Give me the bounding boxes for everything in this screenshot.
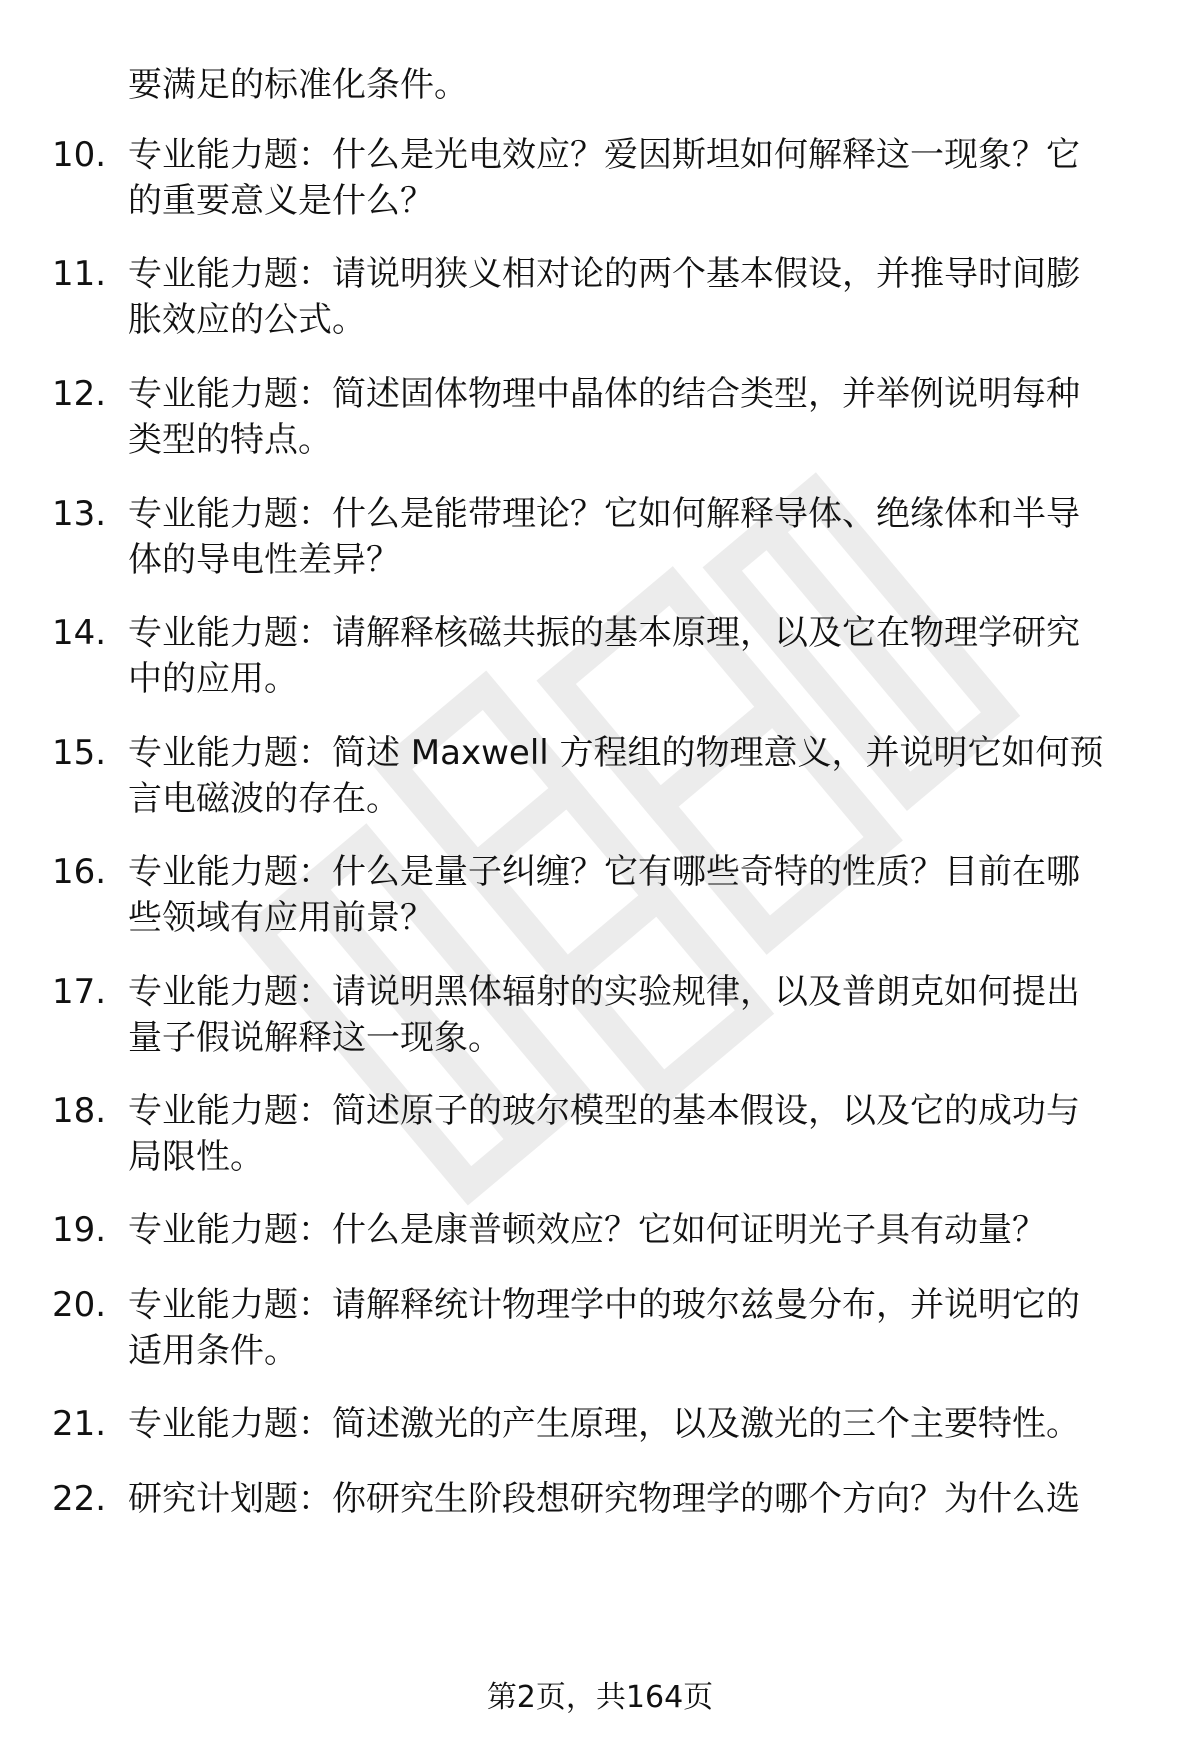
item-number: 19. <box>52 1210 107 1250</box>
item-number: 20. <box>52 1285 107 1325</box>
page-footer: 第2页，共164页 <box>486 1680 714 1715</box>
item-number: 21. <box>52 1404 107 1444</box>
item-number: 12. <box>52 374 107 414</box>
item-text-line-1: 专业能力题：请说明狭义相对论的两个基本假设，并推导时间膨 <box>128 254 1080 294</box>
item-text-line-1: 专业能力题：什么是量子纠缠？它有哪些奇特的性质？目前在哪 <box>128 852 1080 892</box>
item-number: 16. <box>52 852 107 892</box>
item-text-line-1: 专业能力题：什么是光电效应？爱因斯坦如何解释这一现象？它 <box>128 135 1080 175</box>
item-text-line-2: 些领域有应用前景？ <box>128 898 434 938</box>
item-text-line-1: 专业能力题：什么是康普顿效应？它如何证明光子具有动量？ <box>128 1210 1046 1250</box>
item-text-line-1: 专业能力题：请说明黑体辐射的实验规律，以及普朗克如何提出 <box>128 972 1080 1012</box>
item-number: 14. <box>52 613 107 653</box>
item-text-line-1: 专业能力题：简述原子的玻尔模型的基本假设，以及它的成功与 <box>128 1091 1080 1131</box>
item-text-line-2: 适用条件。 <box>128 1331 298 1371</box>
item-text-line-1: 专业能力题：简述激光的产生原理，以及激光的三个主要特性。 <box>128 1404 1080 1444</box>
item-text-line-2: 中的应用。 <box>128 659 298 699</box>
item-number: 15. <box>52 733 107 773</box>
item-text-line-2: 局限性。 <box>128 1137 264 1177</box>
item-text-line-1: 专业能力题：什么是能带理论？它如何解释导体、绝缘体和半导 <box>128 494 1080 534</box>
item-text-line-1: 研究计划题：你研究生阶段想研究物理学的哪个方向？为什么选 <box>128 1479 1080 1519</box>
item-number: 11. <box>52 254 107 294</box>
item-number: 10. <box>52 135 107 175</box>
item-text-line-2: 体的导电性差异？ <box>128 540 400 580</box>
item-text-line-2: 量子假说解释这一现象。 <box>128 1018 502 1058</box>
item-text-line-2: 言电磁波的存在。 <box>128 779 400 819</box>
item-text-line-1: 专业能力题：请解释核磁共振的基本原理，以及它在物理学研究 <box>128 613 1080 653</box>
item-number: 18. <box>52 1091 107 1131</box>
item-text-line-2: 类型的特点。 <box>128 420 332 460</box>
item-text-line-1: 专业能力题：请解释统计物理学中的玻尔兹曼分布，并说明它的 <box>128 1285 1080 1325</box>
item-text-line-2: 胀效应的公式。 <box>128 300 366 340</box>
item-number: 17. <box>52 972 107 1012</box>
item-text-line-2: 的重要意义是什么？ <box>128 181 434 221</box>
item-text-line-1: 专业能力题：简述固体物理中晶体的结合类型，并举例说明每种 <box>128 374 1080 414</box>
item-text-line-1: 专业能力题：简述 Maxwell 方程组的物理意义，并说明它如何预 <box>128 733 1104 773</box>
item-number: 13. <box>52 494 107 534</box>
continued-text: 要满足的标准化条件。 <box>128 65 468 105</box>
item-number: 22. <box>52 1479 107 1519</box>
